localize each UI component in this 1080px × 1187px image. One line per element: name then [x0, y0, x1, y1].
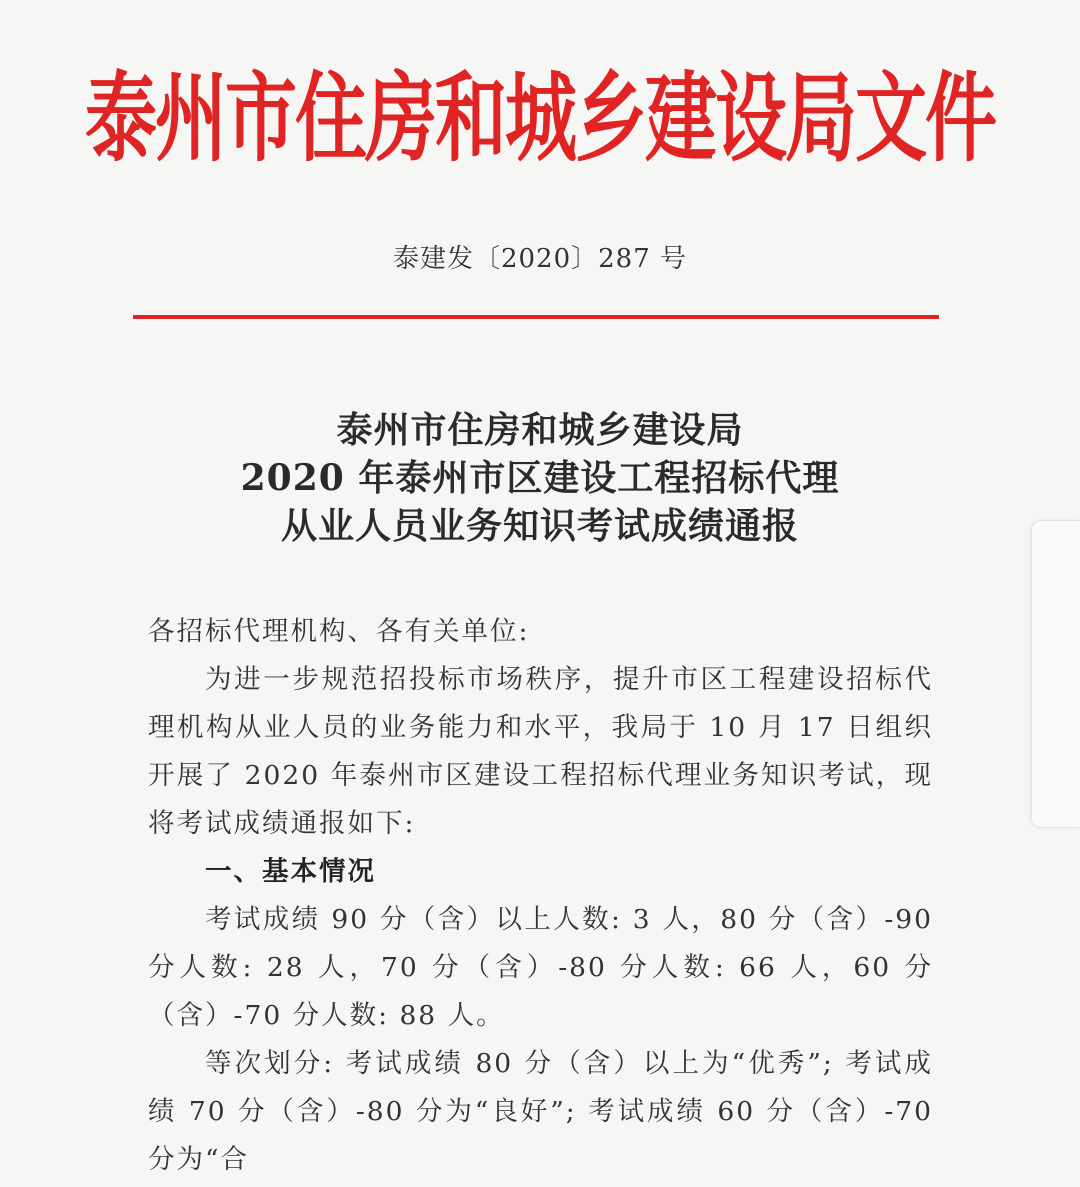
grade-division-paragraph: 等次划分: 考试成绩 80 分（含）以上为“优秀”; 考试成绩 70 分（含）-80 分为“良好”; 考试成绩 60 分（含）-70 分为“合: [148, 1048, 933, 1175]
masthead-title: 泰州市住房和城乡建设局文件: [85, 61, 996, 175]
notice-title-line-3: 从业人员业务知识考试成绩通报: [280, 505, 799, 547]
red-divider-line: [133, 315, 939, 319]
notice-title-line-2: 2020 年泰州市区建设工程招标代理: [240, 457, 840, 499]
document-masthead: [85, 40, 996, 180]
document-number: 泰建发〔2020〕287 号: [392, 244, 688, 274]
notice-title-line-1: 泰州市住房和城乡建设局: [336, 409, 744, 451]
salutation: 各招标代理机构、各有关单位:: [148, 616, 530, 647]
side-pull-tab[interactable]: [1031, 520, 1080, 828]
section-heading-basic-info: 一、基本情况: [205, 856, 376, 887]
intro-paragraph: 为进一步规范招投标市场秩序，提升市区工程建设招标代理机构从业人员的业务能力和水平，我局于 10 月 17 日组织开展了 2020 年泰州市区建设工程招标代理业务知识考试，现将考试成绩通报如下:: [148, 664, 933, 839]
score-counts-paragraph: 考试成绩 90 分（含）以上人数: 3 人，80 分（含）-90 分人数: 28 人，70 分（含）-80 分人数: 66 人，60 分（含）-70 分人数: 88 人。: [148, 904, 933, 1031]
document-body: [148, 608, 933, 1184]
